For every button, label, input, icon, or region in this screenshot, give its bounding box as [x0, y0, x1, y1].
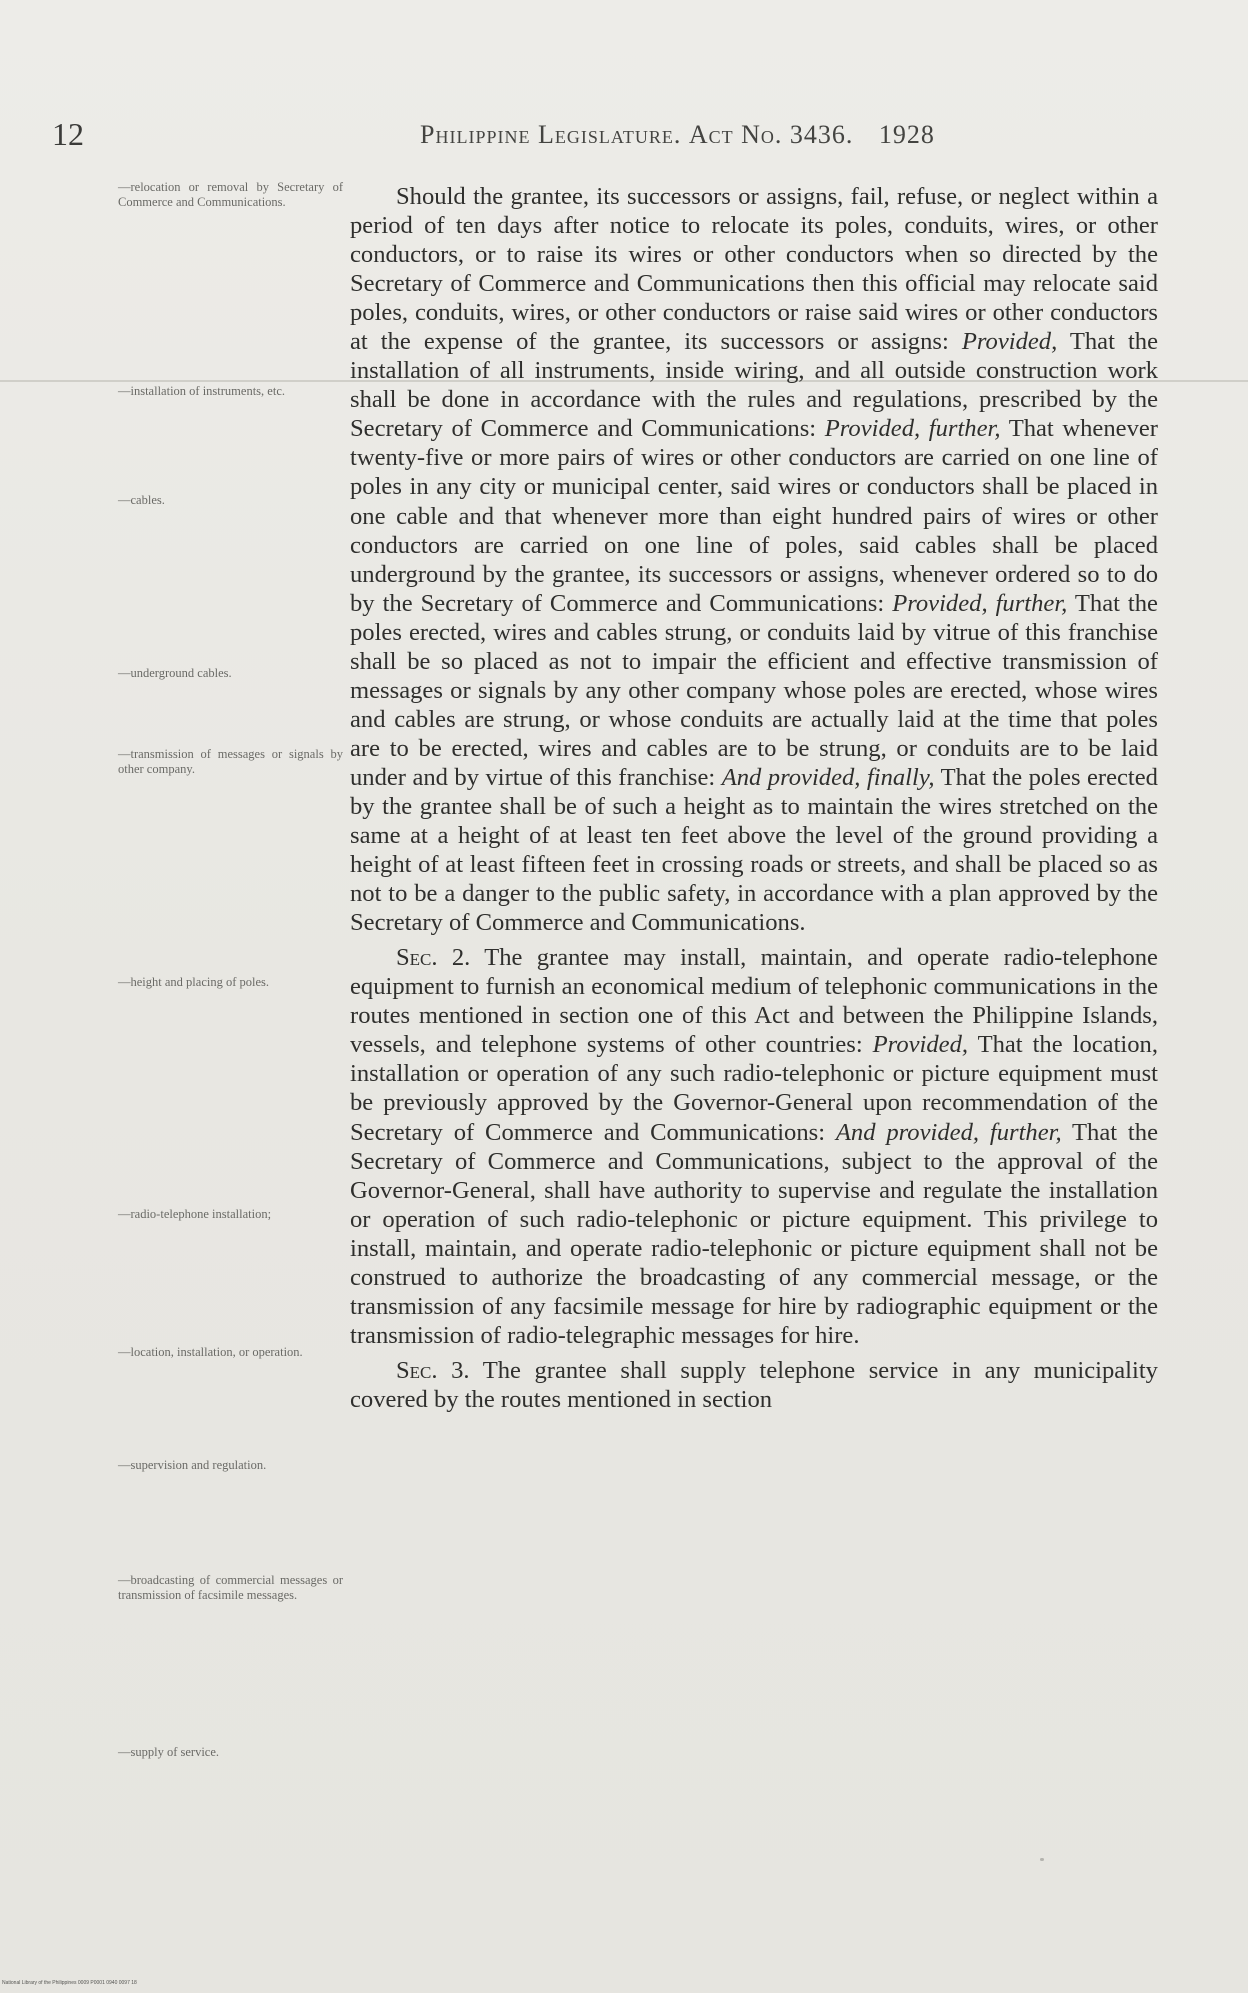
margin-note-transmission: —transmission of messages or signals by other company. — [118, 747, 343, 776]
body-text — [350, 182, 1158, 1414]
paper-speck — [1040, 1858, 1044, 1861]
paragraph-section-1-continued: Should the grantee, its successors or assigns, fail, refuse, or neglect within a period of ten days after notice to relocate its poles, conduits, wires, or other conductors, or to raise its wires or other conductors when so directed by the Secretary of Commerce and Communications then this official may relocate said poles, conduits, wires, or other conductors or raise said wires or other conductors at the expense of the grantee, its successors or assigns: Provided, That the installation of all instruments, inside wiring, and all outside construction work shall be done in accordance with the rules and regulations, prescribed by the Secretary of Commerce and Communications: Provided, further, That whenever twenty-five or more pairs of wires or other conductors are carried on one line of poles in any city or municipal center, said wires or conductors shall be placed in one cable and that whenever more than eight hundred pairs of wires or other conductors are carried on one line of poles, said cables shall be placed underground by the grantee, its successors or assigns, whenever ordered so to do by the Secretary of Commerce and Communications: Provided, further, That the poles erected, wires and cables strung, or conduits laid by vitrue of this franchise shall be so placed as not to impair the efficient and effective transmission of messages or signals by any other company whose poles are erected, whose wires and cables are strung, or whose conduits are actually laid at the time that poles are to be erected, wires and cables are to be strung, or conduits are to be laid under and by virtue of this franchise: And provided, finally, That the poles erected by the grantee shall be of such a height as to maintain the wires stretched on the same at a height of at least ten feet above the level of the ground providing a height of at least fifteen feet in crossing roads or streets, and shall be placed so as not to be a danger to the public safety, in accordance with a plan approved by the Secretary of Commerce and Communications. — [350, 183, 1158, 937]
section-3-label: Sec. 3. — [396, 1356, 470, 1384]
margin-note-location-operation: —location, installation, or operation. — [118, 1345, 303, 1359]
margin-note-broadcasting: —broadcasting of commercial messages or transmission of facsimile messages. — [118, 1573, 343, 1602]
running-head-legislature: Philippine Legislature. — [420, 120, 682, 149]
margin-note-supervision: —supervision and regulation. — [118, 1458, 267, 1472]
margin-note-supply: —supply of service. — [118, 1745, 220, 1759]
running-head — [420, 120, 935, 150]
margin-note-underground-cables: —underground cables. — [118, 666, 232, 680]
running-head-act: Act No. 3436. — [688, 120, 854, 149]
scan-source-footer: National Library of the Philippines 0009 P0001 0940 0097 18 — [2, 1980, 137, 1986]
section-2-label: Sec. 2. — [396, 944, 471, 972]
margin-note-height-placing: —height and placing of poles. — [118, 975, 270, 989]
margin-note-radio-telephone: —radio-telephone installation; — [118, 1207, 272, 1221]
paragraph-section-2: Sec. 2. The grantee may install, maintain, and operate radio-telephone equipment to furnish an economical medium of telephonic communications in the routes mentioned in section one of this Act and between the Philippine Islands, vessels, and telephone systems of other countries: Provided, That the location, installation or operation of any such radio-telephonic or picture equipment must be previously approved by the Governor-General upon recommendation of the Secretary of Commerce and Communications: And provided, further, That the Secretary of Commerce and Communications, subject to the approval of the Governor-General, shall have authority to supervise and regulate the installation or operation of such radio-telephonic or picture equipment. This privilege to install, maintain, and operate radio-telephonic or picture equipment shall not be construed to authorize the broadcasting of any commercial message, or the transmission of any facsimile message for hire by radiographic equipment or the transmission of radio-telegraphic messages for hire. — [350, 944, 1158, 1349]
margin-note-installation: —installation of instruments, etc. — [118, 384, 285, 398]
margin-note-relocation: —relocation or removal by Secretary of Commerce and Communications. — [118, 180, 343, 209]
paragraph-section-3: Sec. 3. The grantee shall supply telephone service in any municipality covered by the routes mentioned in section — [350, 1356, 1158, 1413]
running-head-year: 1928 — [878, 120, 935, 149]
page-number: 12 — [52, 116, 84, 152]
margin-note-cables: —cables. — [118, 493, 165, 507]
